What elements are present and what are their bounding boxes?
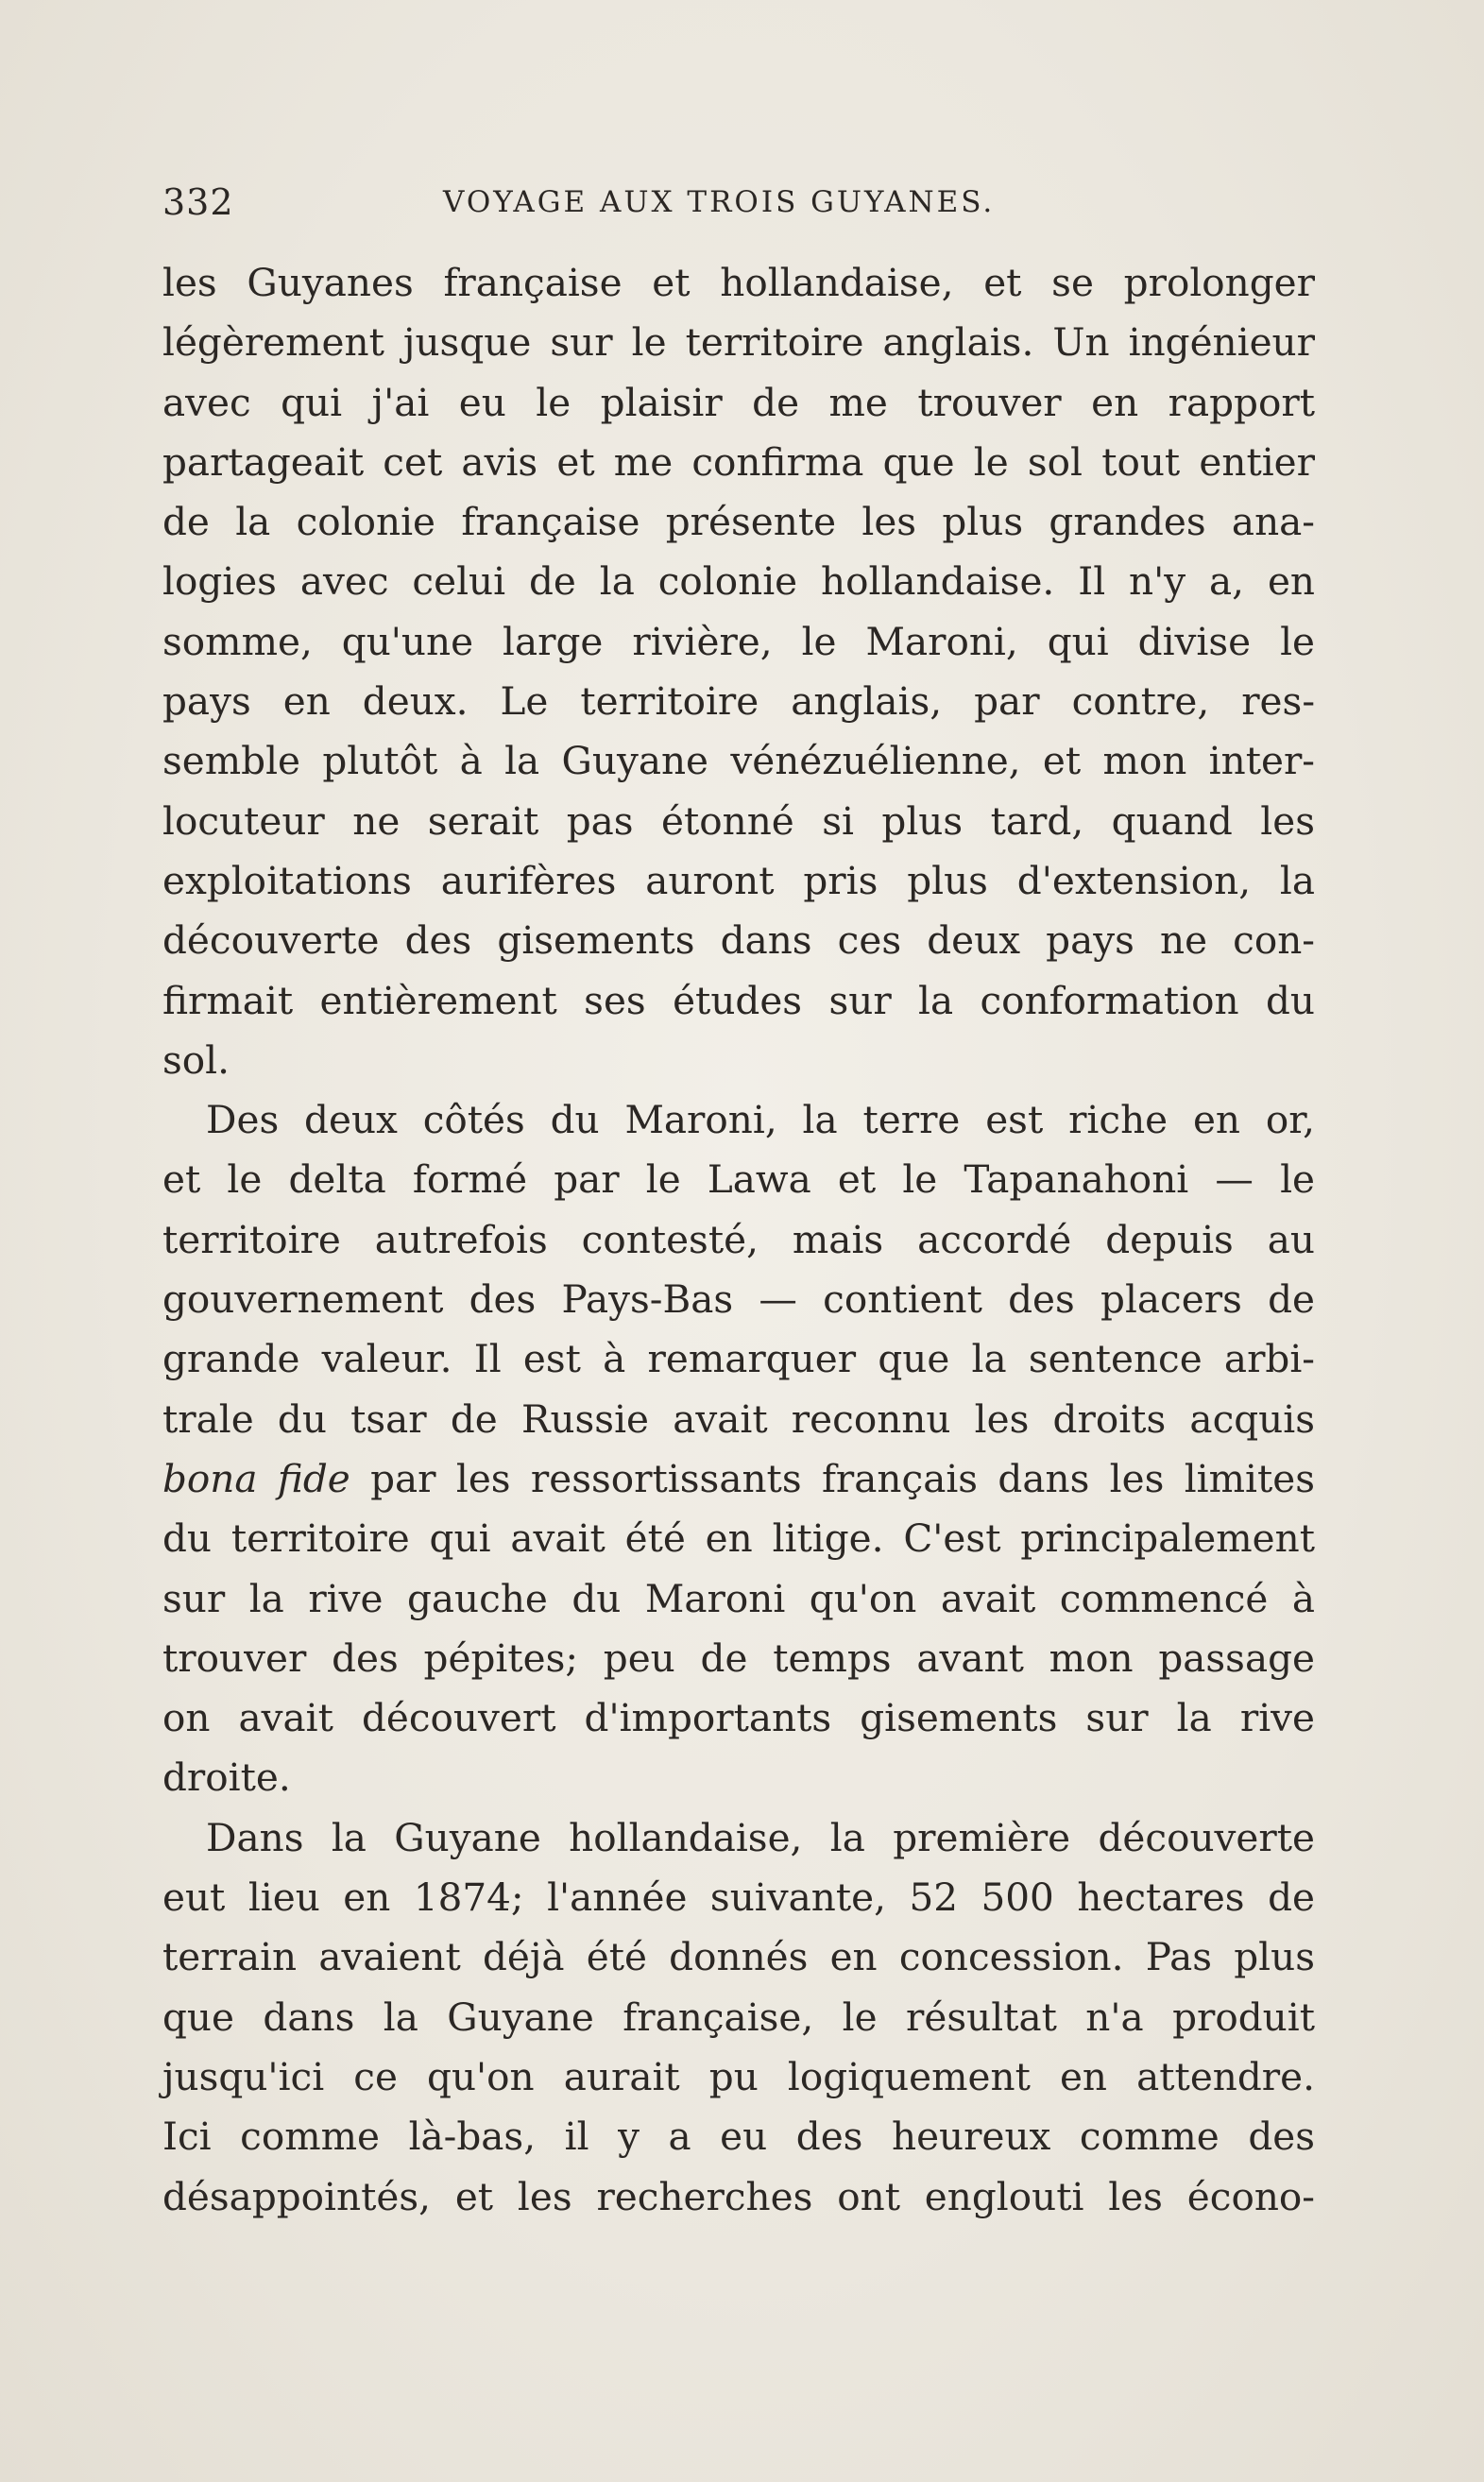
text-line: découverte des gisements dans ces deux pays ne con- [162, 917, 1315, 964]
text-line: Des deux côtés du Maroni, la terre est riche en or, [206, 1097, 1315, 1143]
text-line: avec qui j'ai eu le plaisir de me trouver en rapport [162, 379, 1315, 425]
text-line: droite. [162, 1755, 291, 1801]
text-line: semble plutôt à la Guyane vénézuélienne, et mon inter- [162, 738, 1315, 784]
text-line: grande valeur. Il est à remarquer que la sentence arbi- [162, 1336, 1315, 1382]
text-line: territoire autrefois contesté, mais accordé depuis au [162, 1216, 1315, 1262]
text-line: partageait cet avis et me confirma que le sol tout entier [162, 438, 1315, 485]
line-remainder: par les ressortissants français dans les limites [350, 1455, 1315, 1501]
text-line: désappointés, et les recherches ont englouti les écono- [162, 2173, 1315, 2219]
text-line: de la colonie française présente les plus grandes ana- [162, 499, 1315, 545]
text-line: eut lieu en 1874; l'année suivante, 52 500 hectares de [162, 1874, 1315, 1921]
text-line: terrain avaient déjà été donnés en concession. Pas plus [162, 1934, 1315, 1980]
body-text [162, 253, 1315, 2227]
page-number: 332 [162, 181, 234, 223]
text-line: firmait entièrement ses études sur la conformation du [162, 977, 1315, 1023]
text-line: trouver des pépites; peu de temps avant mon passage [162, 1635, 1315, 1681]
text-line: Ici comme là-bas, il y a eu des heureux comme des [162, 2114, 1315, 2160]
text-line: pays en deux. Le territoire anglais, par contre, res- [162, 678, 1315, 725]
text-line: et le delta formé par le Lawa et le Tapanahoni — le [162, 1156, 1315, 1203]
text-line [162, 1449, 1315, 1509]
text-line: sur la rive gauche du Maroni qu'on avait commencé à [162, 1575, 1315, 1621]
text-line: logies avec celui de la colonie hollandaise. Il n'y a, en [162, 558, 1315, 605]
text-line: légèrement jusque sur le territoire anglais. Un ingénieur [162, 319, 1315, 366]
text-line: gouvernement des Pays-Bas — contient des placers de [162, 1276, 1315, 1323]
text-line: que dans la Guyane française, le résultat n'a produit [162, 1994, 1315, 2040]
italic-phrase: bona fide [162, 1455, 350, 1501]
text-line: locuteur ne serait pas étonné si plus tard, quand les [162, 797, 1315, 844]
page-header [162, 181, 1315, 227]
text-line: les Guyanes française et hollandaise, et se prolonger [162, 260, 1315, 305]
text-line: jusqu'ici ce qu'on aurait pu logiquement en attendre. [162, 2053, 1315, 2099]
text-line: trale du tsar de Russie avait reconnu les droits acquis [162, 1395, 1315, 1442]
text-line: sol. [162, 1036, 230, 1083]
running-title: VOYAGE AUX TROIS GUYANES. [443, 185, 996, 219]
text-line: exploitations aurifères auront pris plus d'extension, la [162, 857, 1315, 903]
text-line: du territoire qui avait été en litige. C'est principalement [162, 1515, 1315, 1562]
text-line: somme, qu'une large rivière, le Maroni, qui divise le [162, 618, 1315, 664]
text-line: Dans la Guyane hollandaise, la première découverte [206, 1814, 1315, 1860]
text-line: on avait découvert d'importants gisements sur la rive [162, 1695, 1315, 1741]
